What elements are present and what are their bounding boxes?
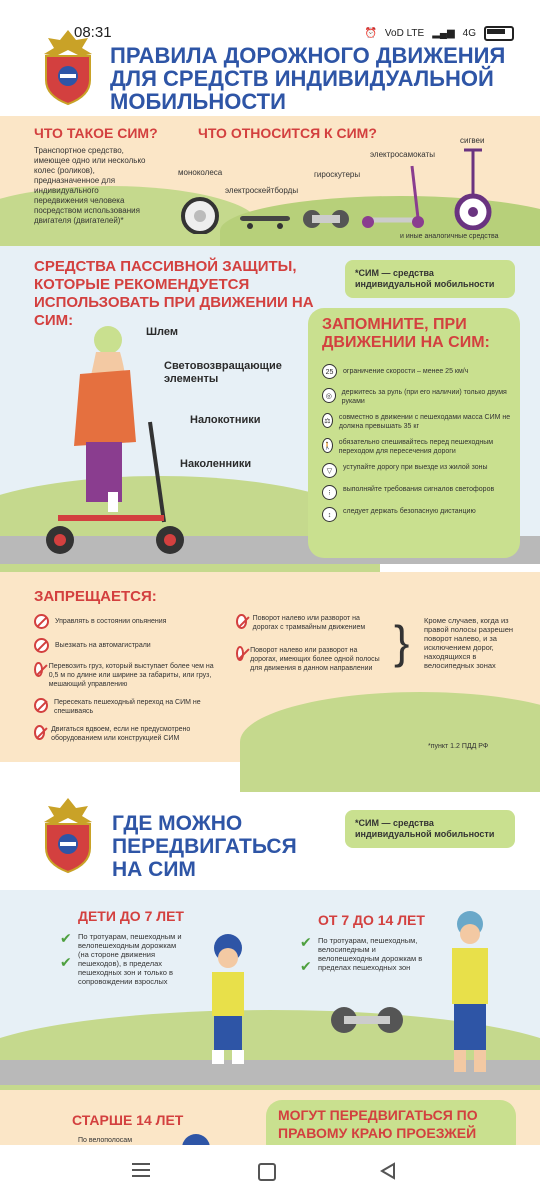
kids7-title: ДЕТИ ДО 7 ЛЕТ <box>78 908 184 924</box>
monowheel-icon <box>180 194 220 234</box>
home-icon[interactable] <box>258 1163 276 1181</box>
forbidden-item: Перевозить груз, который выступает более чем на 0,5 м по длине или ширине за габариты, или груз, мешающий управлению <box>34 662 224 689</box>
eskateboard-icon <box>238 214 292 230</box>
police-emblem-icon <box>36 796 100 874</box>
hoverboard-kids-icon <box>330 1000 404 1040</box>
includes-title: ЧТО ОТНОСИТСЯ К СИМ? <box>198 125 377 141</box>
forbidden-middle-list <box>236 614 386 673</box>
hoverboard-icon <box>302 208 350 230</box>
check-icon: ✔ <box>300 958 312 974</box>
item-eskateboard-label: электроскейтборды <box>225 186 299 195</box>
item-monowheel-label: моноколеса <box>178 168 223 177</box>
emblem-where <box>36 796 100 879</box>
section-forbidden <box>0 572 540 762</box>
status-time: 08:31 <box>74 24 112 41</box>
remember-item: ◎ держитесь за руль (при его наличии) только двумя руками <box>322 388 512 406</box>
segway-icon <box>448 146 498 230</box>
traffic-light-icon: ⁝ <box>322 485 337 500</box>
ban-icon <box>34 614 49 629</box>
child-illustration <box>198 932 258 1072</box>
check-icon: ✔ <box>60 930 72 946</box>
item-escooter-label: электросамокаты <box>370 150 435 159</box>
remember-title: ЗАПОМНИТЕ, ПРИ ДВИЖЕНИИ НА СИМ: <box>322 316 490 351</box>
kids14-title: ОТ 7 ДО 14 ЛЕТ <box>318 912 425 928</box>
older-right-text: МОГУТ ПЕРЕДВИГАТЬСЯ ПО ПРАВОМУ КРАЮ ПРОЕЗЖЕЙ <box>278 1107 478 1141</box>
speed-limit-icon: 25 <box>322 364 337 379</box>
weight-icon: ⚖ <box>322 413 333 428</box>
forbidden-item: Поворот налево или разворот на дорогах, имеющих более одной полосы для движения в данном направлении <box>236 646 386 673</box>
older-title: СТАРШЕ 14 ЛЕТ <box>72 1112 184 1128</box>
includes-other: и иные аналогичные средства <box>400 233 499 240</box>
item-hoverboard-label: гироскутеры <box>314 170 361 179</box>
remember-list <box>322 364 512 522</box>
protection-title: СРЕДСТВА ПАССИВНОЙ ЗАЩИТЫ, КОТОРЫЕ РЕКОМЕНДУЕТСЯ ИСПОЛЬЗОВАТЬ ПРИ ДВИЖЕНИИ НА СИМ: <box>34 258 314 329</box>
hill-decor <box>240 692 540 792</box>
forbidden-item: Двигаться вдвоем, если не предусмотрено оборудованием или конструкцией СИМ <box>34 725 224 743</box>
yield-icon: ▽ <box>322 463 337 478</box>
ban-icon <box>236 614 247 629</box>
check-icon: ✔ <box>60 954 72 970</box>
kids14-text: По тротуарам, пешеходным, велосипедным и велопешеходным дорожкам в пределах пешеходных зон <box>318 936 423 972</box>
what-title: ЧТО ТАКОЕ СИМ? <box>34 125 158 141</box>
distance-icon: ↕ <box>322 507 337 522</box>
protection-item-knee-pads: Наколенники <box>180 458 252 470</box>
escooter-icon <box>360 162 430 230</box>
remember-item: ↕ следует держать безопасную дистанцию <box>322 507 512 522</box>
ban-icon <box>34 725 45 740</box>
protection-item-helmet: Шлем <box>146 326 179 338</box>
teen-illustration <box>440 910 500 1080</box>
battery-icon <box>484 26 514 41</box>
alarm-icon: ⏰ <box>364 28 377 39</box>
remember-item: ⁝ выполняйте требования сигналов светофоров <box>322 485 512 500</box>
ban-icon <box>34 662 43 677</box>
protection-item-reflectors: Световозвращающие элементы <box>164 360 282 385</box>
pedestrian-icon: 🚶 <box>322 438 333 453</box>
section-kids <box>0 890 540 1085</box>
ban-icon <box>34 698 48 713</box>
forbidden-item: Пересекать пешеходный переход на СИМ не спешиваясь <box>34 698 224 716</box>
menu-icon[interactable] <box>132 1163 150 1177</box>
remember-item: 🚶 обязательно спешивайтесь перед пешеходным переходом для пересечения дороги <box>323 439 494 455</box>
forbidden-item: Выезжать на автомагистрали <box>34 638 224 653</box>
remember-item: ▽ уступайте дорогу при выезде из жилой зоны <box>322 463 512 478</box>
remember-item: 25 ограничение скорости – менее 25 км/ч <box>322 364 512 379</box>
kids7-text: По тротуарам, пешеходным и велопешеходным дорожкам (на стороне движения пешеходов), в пределах пешеходных зон и только в сопровождении взрослых <box>78 932 182 986</box>
brace-decor: } <box>394 616 410 668</box>
forbidden-footnote: *пункт 1.2 ПДД РФ <box>428 743 489 750</box>
forbidden-left-list <box>34 614 224 743</box>
protection-note: *СИМ — средства индивидуальной мобильности <box>345 260 515 298</box>
ban-icon <box>34 638 49 653</box>
forbidden-item: Управлять в состоянии опьянения <box>34 614 224 629</box>
status-icons <box>364 26 514 41</box>
older-text: По велополосам <box>78 1137 133 1144</box>
where-note: *СИМ — средства индивидуальной мобильности <box>345 810 515 848</box>
where-title: ГДЕ МОЖНО ПЕРЕДВИГАТЬСЯ НА СИМ <box>112 812 297 881</box>
signal-icon: ▂▄▆ <box>432 28 455 39</box>
network-label-2: 4G <box>462 28 476 39</box>
item-segway-label: сигвеи <box>460 136 485 145</box>
ban-icon <box>236 646 244 661</box>
protection-item-elbow-pads: Налокотники <box>190 414 261 426</box>
scooter-rider-illustration <box>40 322 190 562</box>
network-label-1: VoD LTE <box>384 28 425 39</box>
forbidden-except: Кроме случаев, когда из правой полосы разрешен поворот налево, и за исключением дорог, находящихся в велосипедных зонах <box>424 616 514 670</box>
section-protection <box>0 246 540 564</box>
check-icon: ✔ <box>300 934 312 950</box>
what-text: Транспортное средство, имеющее одно или несколько колес (роликов), предназначенное для индивидуального передвижения человека посредством использования двигателя (двигателей)* <box>34 146 146 225</box>
forbidden-item: Поворот налево или разворот на дорогах с трамвайным движением <box>236 614 386 632</box>
remember-box <box>308 308 520 558</box>
section-older <box>0 1090 540 1146</box>
back-icon[interactable] <box>380 1162 396 1180</box>
status-bar <box>0 0 540 41</box>
page-title: ПРАВИЛА ДОРОЖНОГО ДВИЖЕНИЯ ДЛЯ СРЕДСТВ ИНДИВИДУАЛЬНОЙ МОБИЛЬНОСТИ <box>110 43 506 114</box>
section-what-is <box>0 116 540 244</box>
system-nav-bar <box>0 1145 540 1200</box>
steering-icon: ◎ <box>322 388 336 403</box>
forbidden-title: ЗАПРЕЩАЕТСЯ: <box>34 588 157 605</box>
remember-item: ⚖ совместно в движении с пешеходами масса СИМ не должна превышать 35 кг <box>322 413 512 431</box>
